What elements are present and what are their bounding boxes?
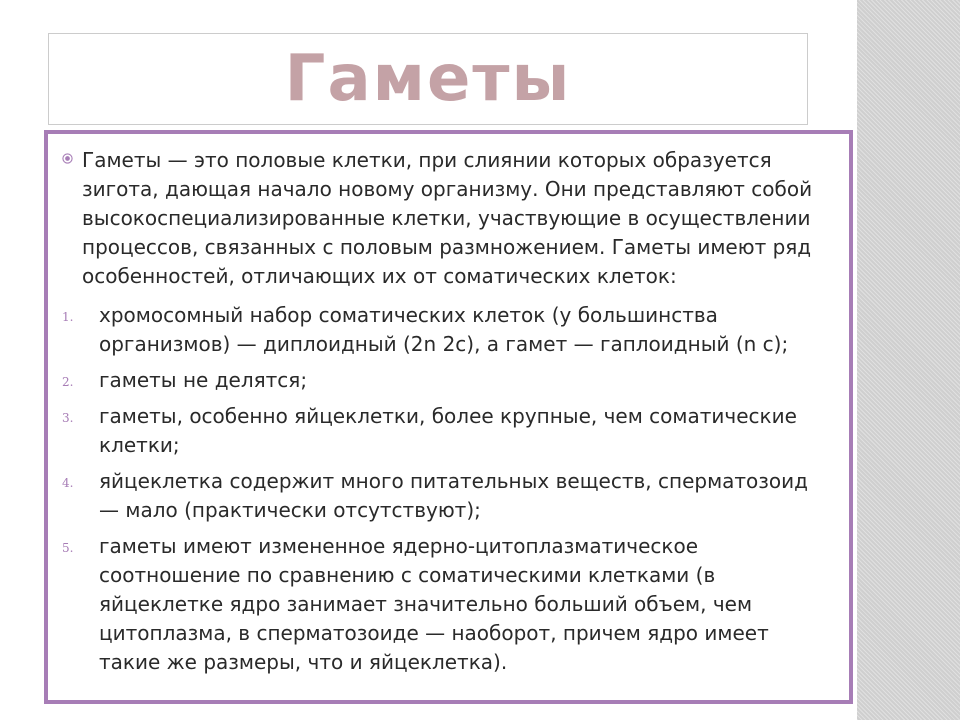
list-item-text: гаметы не делятся;	[99, 368, 308, 392]
list-item	[62, 402, 829, 460]
list-item-text: яйцеклетка содержит много питательных веществ, сперматозоид — мало (практически отсутствуют);	[99, 469, 808, 522]
list-item-text: гаметы, особенно яйцеклетки, более крупные, чем соматические клетки;	[99, 404, 797, 457]
list-number: 1.	[62, 310, 74, 324]
intro-text: Гаметы — это половые клетки, при слиянии которых образуется зигота, дающая начало новому организму. Они представляют собой высокоспециализированные клетки, участвующие в осуществлении процессов, связанных с половым размножением. Гаметы имеют ряд особенностей, отличающих их от соматических клеток:	[82, 148, 813, 288]
intro-paragraph	[62, 146, 829, 291]
list-item	[62, 467, 829, 525]
circle-bullet-icon	[62, 153, 73, 164]
title-placeholder	[48, 33, 808, 125]
list-number: 5.	[62, 541, 74, 555]
list-item-text: гаметы имеют измененное ядерно-цитоплазматическое соотношение по сравнению с соматическими клетками (в яйцеклетке ядро занимает значительно больший объем, чем цитоплазма, в сперматозоиде — наоборот, причем ядро имеет такие же размеры, что и яйцеклетка).	[99, 534, 769, 674]
list-item	[62, 532, 829, 677]
numbered-list	[62, 301, 829, 677]
list-number: 3.	[62, 411, 74, 425]
list-number: 4.	[62, 476, 74, 490]
slide-title: Гаметы	[284, 42, 572, 116]
side-pattern-strip	[857, 0, 960, 720]
content-frame	[44, 130, 853, 704]
list-item-text: хромосомный набор соматических клеток (у большинства организмов) — диплоидный (2n 2c), а гамет — гаплоидный (n c);	[99, 303, 789, 356]
list-item	[62, 366, 829, 395]
list-item	[62, 301, 829, 359]
list-number: 2.	[62, 375, 74, 389]
